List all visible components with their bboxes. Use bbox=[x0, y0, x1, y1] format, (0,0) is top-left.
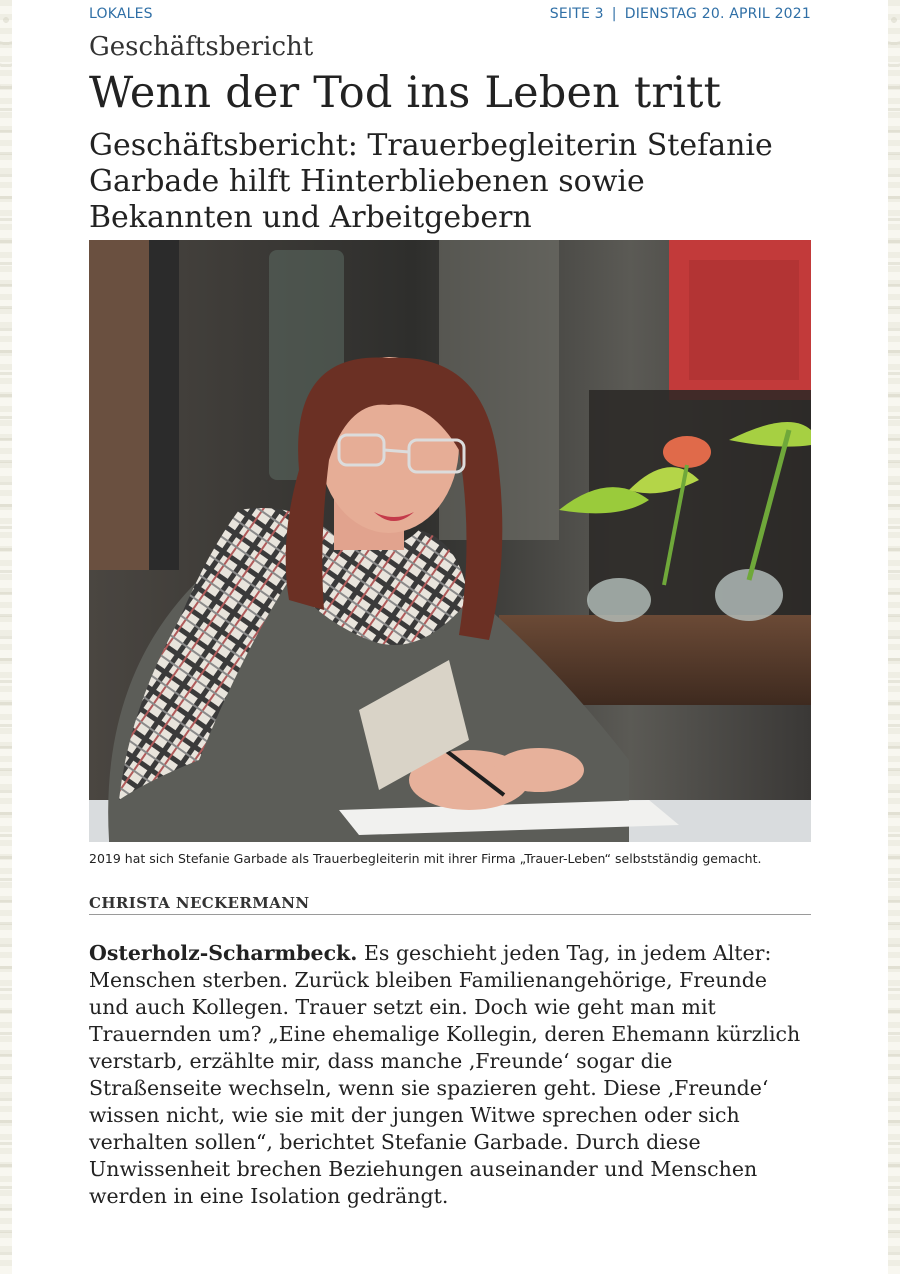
article-body-text: Es geschieht jeden Tag, in jedem Alter: Menschen sterben. Zurück bleiben Familienangehörige, Freunde und auch Kollegen. Trauer setzt ein. Doch wie geht man mit Trauernden um? „Eine ehemalige Kollegin, deren Ehemann kürzlich verstarb, erzählte mir, dass manche ‚Freunde‘ sogar die Straßenseite wechseln, wenn sie spazieren geht. Diese ‚Freunde‘ wissen nicht, wie sie mit der jungen Witwe sprechen oder sich verhalten sollen“, berichtet Stefanie Garbade. Durch diese Unwissenheit brechen Beziehungen auseinander und Menschen werden in eine Isolation gedrängt. bbox=[89, 941, 801, 1208]
header-separator: | bbox=[611, 6, 617, 22]
article-photo bbox=[89, 240, 811, 842]
decorative-border-left bbox=[0, 0, 12, 1274]
article-body bbox=[89, 940, 811, 1210]
decorative-border-right bbox=[888, 0, 900, 1274]
page-info bbox=[550, 6, 811, 22]
article-headline: Wenn der Tod ins Leben tritt bbox=[89, 68, 722, 118]
page-number: SEITE 3 bbox=[549, 6, 604, 22]
issue-date: DIENSTAG 20. APRIL 2021 bbox=[624, 6, 811, 22]
photo-illustration bbox=[89, 240, 811, 842]
byline-rule bbox=[89, 914, 811, 915]
dateline: Osterholz-Scharmbeck. bbox=[89, 941, 358, 965]
section-label: LOKALES bbox=[89, 6, 153, 22]
author-byline: CHRISTA NECKERMANN bbox=[89, 894, 310, 912]
photo-caption: 2019 hat sich Stefanie Garbade als Trauerbegleiterin mit ihrer Firma „Trauer-Leben“ selbstständig gemacht. bbox=[89, 851, 762, 866]
article-kicker: Geschäftsbericht bbox=[89, 32, 314, 62]
article-subheadline: Geschäftsbericht: Trauerbegleiterin Stefanie Garbade hilft Hinterbliebenen sowie Bekannten und Arbeitgebern bbox=[89, 128, 773, 235]
page-header bbox=[89, 6, 811, 26]
